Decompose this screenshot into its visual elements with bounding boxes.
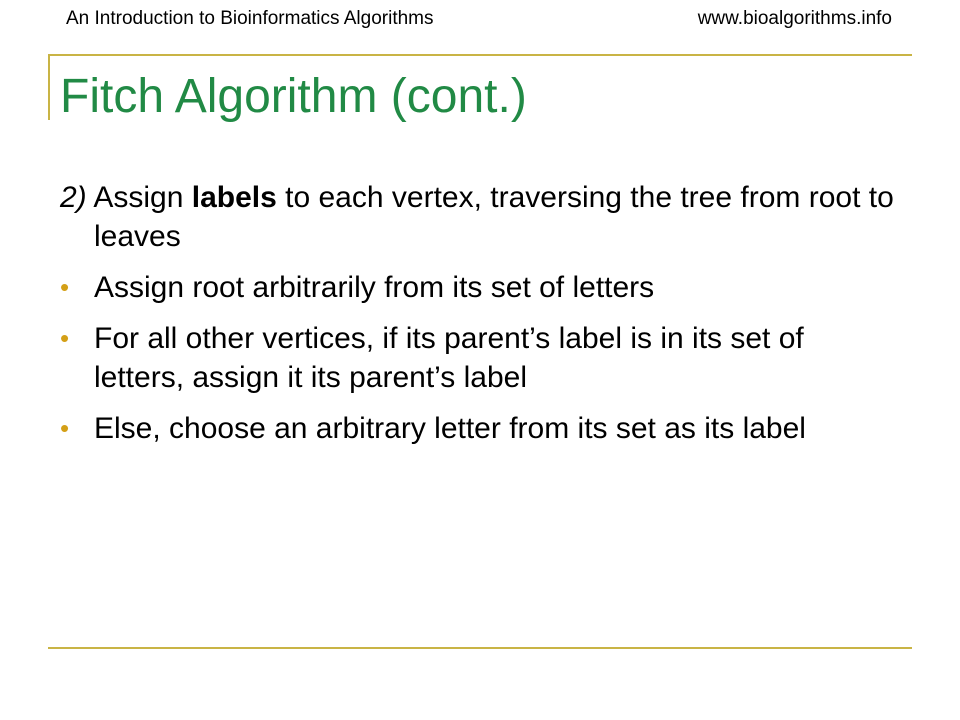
bullet-text: Assign root arbitrarily from its set of letters	[94, 271, 655, 304]
header-course-title: An Introduction to Bioinformatics Algorithms	[66, 8, 434, 29]
bullet-marker: •	[60, 413, 70, 443]
bullet-text: Else, choose an arbitrary letter from its set as its label	[94, 412, 806, 445]
bullet-marker: •	[60, 323, 70, 353]
bottom-divider	[48, 647, 912, 649]
bullet-marker: •	[60, 272, 70, 302]
bullet-item-2	[60, 319, 900, 397]
bullet-item-3	[60, 409, 900, 448]
intro-text-before: Assign	[86, 181, 192, 214]
left-accent-bar	[48, 54, 50, 120]
intro-paragraph	[60, 178, 900, 256]
bullet-item-1	[60, 268, 900, 307]
slide-body	[60, 178, 900, 460]
bullet-text: For all other vertices, if its parent’s label is in its set of letters, assign it its parent’s label	[94, 322, 804, 394]
intro-bold-term: labels	[191, 181, 277, 214]
intro-text-after: to each vertex, traversing the tree from root to leaves	[94, 181, 894, 253]
top-divider	[48, 54, 912, 56]
header-website: www.bioalgorithms.info	[697, 8, 892, 29]
step-number: 2)	[60, 181, 87, 214]
slide-title: Fitch Algorithm (cont.)	[60, 70, 527, 123]
